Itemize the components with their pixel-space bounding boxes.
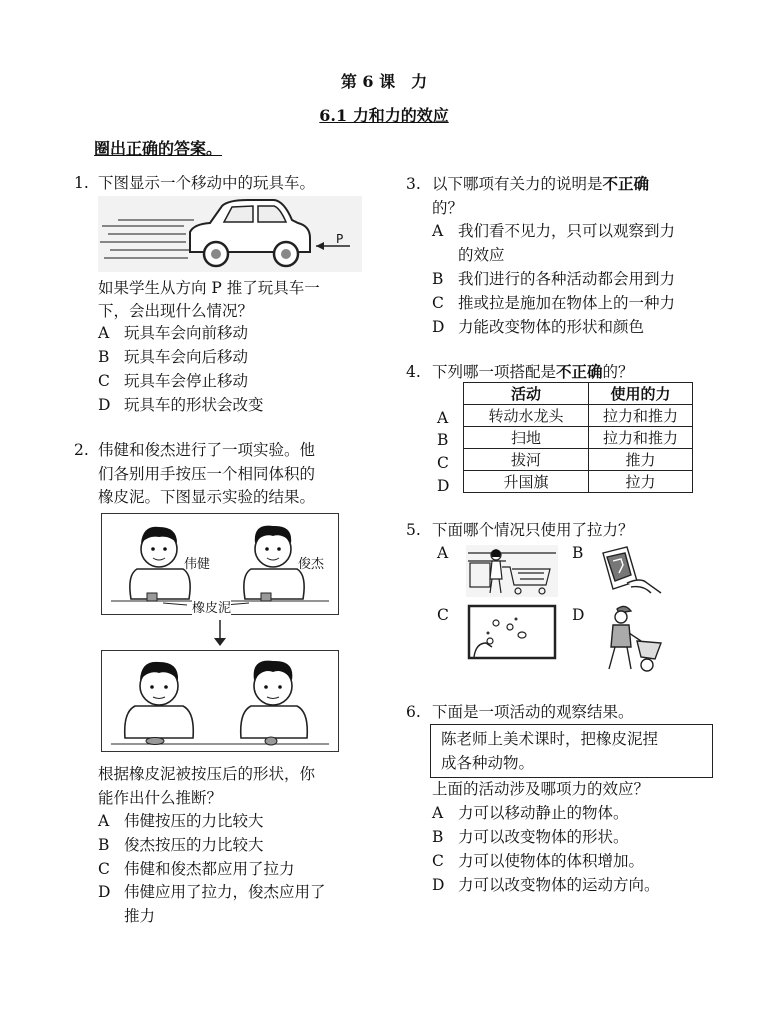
toy-car-figure <box>98 196 362 272</box>
q4-letter-b[interactable]: B <box>437 431 449 449</box>
q6-option-c[interactable]: C 力可以使物体的体积增加。 <box>432 852 645 870</box>
chapter-title: 第 6 课 力 <box>340 72 428 91</box>
q5-number: 5. <box>406 521 421 539</box>
q6-option-a[interactable]: A 力可以移动静止的物体。 <box>432 804 629 822</box>
q3-stem: 以下哪项有关力的说明是不正确 <box>432 174 650 193</box>
q1-option-b[interactable]: B 玩具车会向后移动 <box>98 348 249 366</box>
q5-option-d-letter[interactable]: D <box>572 606 585 624</box>
shopping-cart-illustration[interactable] <box>466 545 558 597</box>
q6-option-d[interactable]: D 力可以改变物体的运动方向。 <box>432 876 660 894</box>
q2-number: 2. <box>74 441 89 459</box>
table-header-force: 使用的力 <box>589 383 693 405</box>
table-header-activity: 活动 <box>464 383 589 405</box>
q1-option-c[interactable]: C 玩具车会停止移动 <box>98 372 249 390</box>
table-header-row <box>464 383 693 405</box>
observation-line2: 成各种动物。 <box>441 754 535 772</box>
q6-option-b[interactable]: B 力可以改变物体的形状。 <box>432 828 629 846</box>
q2-text-line1: 根据橡皮泥被按压后的形状，你 <box>98 765 316 783</box>
section-title: 6.1 力和力的效应 <box>319 106 449 125</box>
q2-option-d-cont: 推力 <box>124 907 156 925</box>
q1-text-line2: 下，会出现什么情况？ <box>98 302 254 320</box>
label-clay: 橡皮泥 <box>192 597 231 616</box>
table-cell-force: 拉力 <box>589 471 693 493</box>
arrow-down-icon <box>210 618 230 648</box>
table-cell-activity: 转动水龙头 <box>464 405 589 427</box>
table-row <box>464 449 693 471</box>
q1-stem: 下图显示一个移动中的玩具车。 <box>98 174 316 192</box>
experiment-after-figure <box>101 650 339 752</box>
observation-line1: 陈老师上美术课时，把橡皮泥捏 <box>441 730 659 748</box>
q6-question: 上面的活动涉及哪项力的效应？ <box>432 780 650 798</box>
label-junjie: 俊杰 <box>298 557 325 572</box>
q4-letter-a[interactable]: A <box>437 409 449 427</box>
q3-number: 3. <box>406 175 421 193</box>
q5-stem: 下面哪个情况只使用了拉力？ <box>432 521 634 539</box>
q5-option-c-letter[interactable]: C <box>437 606 449 624</box>
table-row <box>464 471 693 493</box>
q3-option-a-cont: 的效应 <box>458 246 505 264</box>
table-cell-force: 推力 <box>589 449 693 471</box>
q2-option-b[interactable]: B 俊杰按压的力比较大 <box>98 836 264 854</box>
q1-option-a[interactable]: A 玩具车会向前移动 <box>98 324 249 342</box>
instruction: 圈出正确的答案。 <box>94 139 223 158</box>
q3-option-a[interactable]: A 我们看不见力，只可以观察到力 <box>432 222 676 240</box>
q4-stem: 下列哪一项搭配是不正确的？ <box>432 362 634 381</box>
q3-stem-line2: 的？ <box>432 199 464 217</box>
q4-letter-c[interactable]: C <box>437 454 449 472</box>
hand-bag-illustration[interactable] <box>597 543 665 601</box>
table-cell-force: 拉力和推力 <box>589 427 693 449</box>
q3-option-b[interactable]: B 我们进行的各种活动都会用到力 <box>432 270 676 288</box>
q1-option-d[interactable]: D 玩具车的形状会改变 <box>98 396 264 414</box>
table-row <box>464 427 693 449</box>
observation-box <box>430 724 713 778</box>
q2-text-line2: 能作出什么推断？ <box>98 789 223 807</box>
force-table <box>463 382 693 493</box>
q1-number: 1. <box>74 174 89 192</box>
q2-stem-line2: 们各别用手按压一个相同体积的 <box>98 465 316 483</box>
table-cell-force: 拉力和推力 <box>589 405 693 427</box>
q5-option-a-letter[interactable]: A <box>437 544 449 562</box>
q2-option-d[interactable]: D 伟健应用了拉力，俊杰应用了 <box>98 883 326 901</box>
table-cell-activity: 拔河 <box>464 449 589 471</box>
q4-number: 4. <box>406 363 421 381</box>
q2-stem-line3: 橡皮泥。下图显示实验的结果。 <box>98 488 316 506</box>
label-weijian: 伟健 <box>184 557 211 572</box>
arrow-label-p: P <box>336 232 344 246</box>
q4-letter-d[interactable]: D <box>437 477 450 495</box>
q6-number: 6. <box>406 703 421 721</box>
table-row <box>464 405 693 427</box>
q1-text-line1: 如果学生从方向 P 推了玩具车一 <box>98 279 320 297</box>
wheelbarrow-illustration[interactable] <box>597 603 665 675</box>
board-illustration[interactable] <box>466 603 558 661</box>
q3-option-d[interactable]: D 力能改变物体的形状和颜色 <box>432 318 645 336</box>
q5-option-b-letter[interactable]: B <box>572 544 584 562</box>
q2-stem-line1: 伟健和俊杰进行了一项实验。他 <box>98 441 316 459</box>
q3-option-c[interactable]: C 推或拉是施加在物体上的一种力 <box>432 294 676 312</box>
q2-option-a[interactable]: A 伟健按压的力比较大 <box>98 812 264 830</box>
q2-option-c[interactable]: C 伟健和俊杰都应用了拉力 <box>98 860 295 878</box>
table-cell-activity: 扫地 <box>464 427 589 449</box>
table-cell-activity: 升国旗 <box>464 471 589 493</box>
q6-stem: 下面是一项活动的观察结果。 <box>432 703 634 721</box>
